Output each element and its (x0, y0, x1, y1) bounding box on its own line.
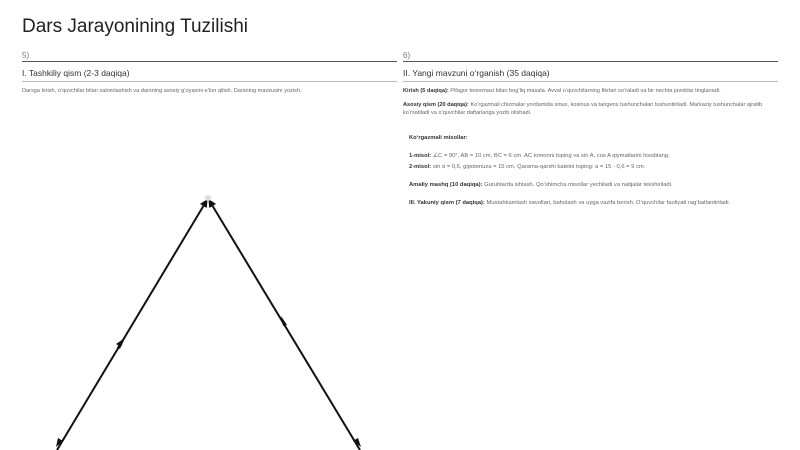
intro-text: Pifagor teoremasi bilan bog‘liq masala. Avval o‘quvchilarning fikrlari so‘raladi va bir nechta javoblar tinglanadi. (450, 88, 721, 94)
section-text: Darsga kirish, o‘quvchilar bilan salomlashish va darsning asosiy g‘oyasini e’lon qilish. Darsning mavzusini yozish. (22, 88, 302, 94)
section-number: 6) (403, 51, 411, 60)
final-text: Mustahkamlash savollari, baholash va uyga vazifa berish. O‘quvchilar faoliyati rag‘batlantiriladi. (486, 199, 731, 206)
section-number: 5) (22, 51, 30, 60)
main-text: Ko‘rgazmali chizmalar yordamida sinus, kosinus va tangens tushunchalari tushuntiriladi. Markaziy tushunchalar ajratib ko‘rsatiladi va o‘quvchilar daftarlariga yozib olishadi. (403, 101, 763, 116)
example-2-text: sin α = 0,6, gipotenuza = 15 cm. Qarama-qarshi katetni toping: a = 15 · 0,6 = 9 cm. (432, 163, 646, 170)
page-title: Dars Jarayonining Tuzilishi (22, 16, 248, 37)
section-heading: I. Tashkiliy qism (2-3 daqiqa) (22, 68, 130, 78)
left-edge-line (57, 200, 207, 450)
section-heading: II. Yangi mavzuni o‘rganish (35 daqiqa) (403, 68, 550, 78)
example-2-label: 2-misol: (409, 163, 432, 170)
practice-text: Guruhlarda ishlash. Qo‘shimcha misollar yechiladi va natijalar tekshiriladi. (484, 181, 673, 188)
example-1-label: 1-misol: (409, 152, 432, 159)
example-1-text: ∠C = 90°, AB = 10 cm, BC = 6 cm. AC tomonni toping va sin A, cos A qiymatlarini hisoblang. (432, 152, 670, 159)
apex-point (205, 195, 211, 201)
final-label: III. Yakuniy qism (7 daqiqa): (409, 199, 485, 206)
main-label: Asosiy qism (20 daqiqa): (403, 101, 469, 108)
intro-label: Kirish (5 daqiqa): (403, 88, 449, 94)
left-mid-arrow-icon (116, 338, 125, 347)
examples-title: Ko‘rgazmali misollar: (409, 134, 468, 141)
practice-label: Amaliy mashq (10 daqiqa): (409, 181, 483, 188)
